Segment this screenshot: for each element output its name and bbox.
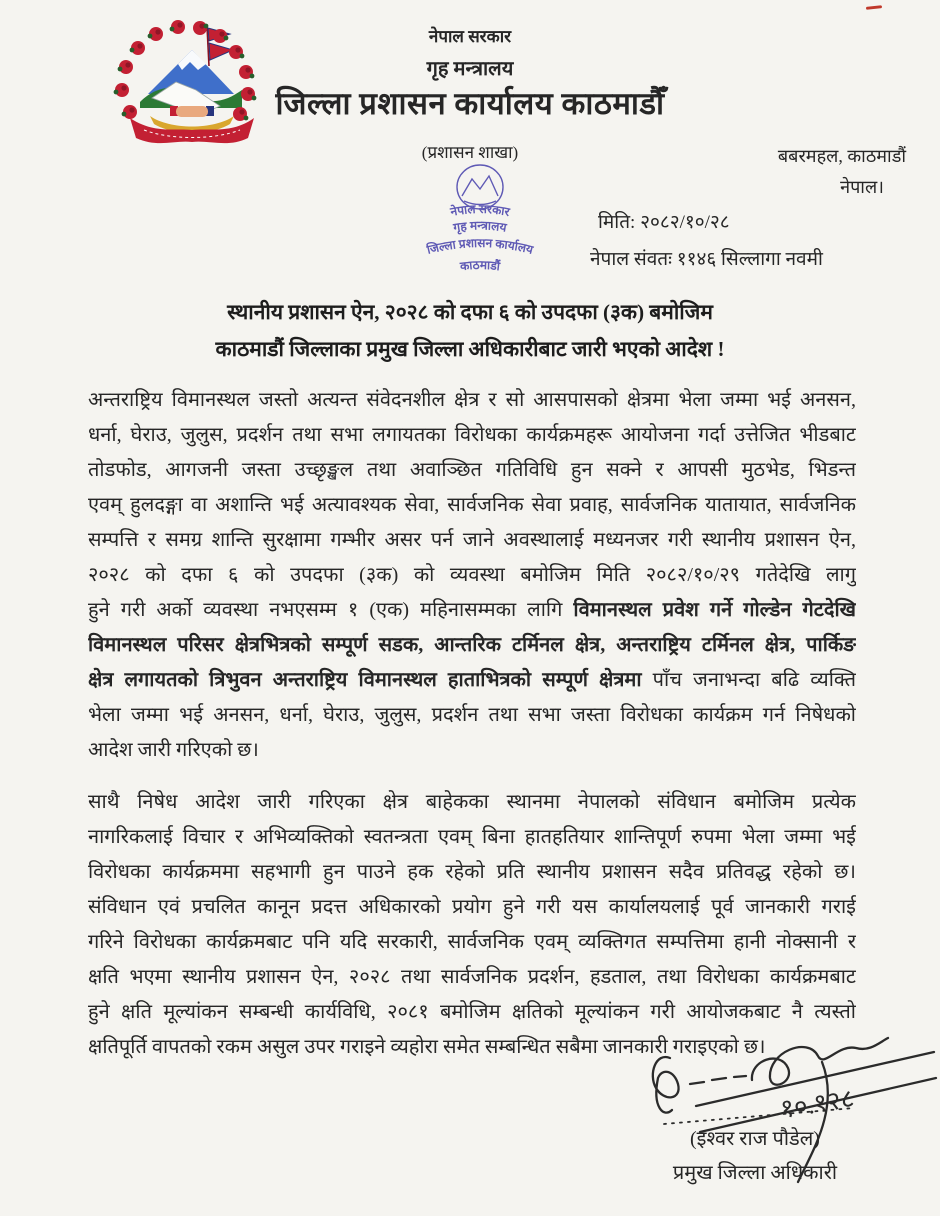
ministry-name: गृह मन्त्रालय (426, 58, 514, 80)
government-name: नेपाल सरकार (428, 27, 512, 46)
body-text: २०२८ को दफा ६ को उपदफा (३क) को व्यवस्था बमोजिम मिति २०८२/१०/२९ गतेदेखि लागु (88, 564, 856, 586)
paragraph (88, 383, 856, 768)
body-line (88, 558, 856, 593)
body-line (88, 995, 856, 1030)
paragraph (88, 785, 856, 1065)
body-line (88, 628, 856, 663)
body-text-bold: क्षेत्र लगायतको त्रिभुवन अन्तराष्ट्रिय विमानस्थल हाताभित्रको सम्पूर्ण क्षेत्रमा (88, 669, 642, 691)
office-stamp (410, 163, 550, 288)
stamp-line-4: काठमाडौं (459, 257, 501, 274)
body-line (88, 593, 856, 628)
body-line (88, 890, 856, 925)
scan-artifact-mark (866, 5, 882, 10)
signatory-title: प्रमुख जिल्ला अधिकारी (672, 1162, 838, 1184)
branch-name: (प्रशासन शाखा) (421, 143, 519, 162)
body-line (88, 820, 856, 855)
body-text: साथै निषेध आदेश जारी गरिएका क्षेत्र बाहेकका स्थानमा नेपालको संविधान बमोजिम प्रत्येक (88, 791, 856, 813)
body-text: हुने क्षति मूल्यांकन सम्बन्धी कार्यविधि, २०८१ बमोजिम क्षतिको मूल्यांकन गरी आयोजकबाट नै त्यस्तो (88, 1001, 856, 1023)
svg-text:नेपाल सरकार (448, 202, 512, 219)
stamp-line-1: नेपाल सरकार (449, 201, 511, 220)
stamp-line-2: गृह मन्त्रालय (452, 218, 508, 235)
body-line (88, 383, 856, 418)
signature-handwritten-digits: १०.१२८ (778, 1083, 857, 1124)
body-text: भेला जम्मा भई अनसन, धर्ना, घेराउ, जुलुस, प्रदर्शन तथा सभा जस्ता विरोधका कार्यक्रम गर्न निषेधको (88, 704, 856, 726)
body-text: क्षति भएमा स्थानीय प्रशासन ऐन, २०२८ तथा सार्वजनिक प्रदर्शन, हडताल, तथा विरोधका कार्यक्रमबाट (88, 966, 856, 988)
office-address (778, 141, 906, 203)
body-line (88, 1030, 856, 1065)
body-text: नागरिकलाई विचार र अभिव्यक्तिको स्वतन्त्रता एवम् बिना हातहतियार शान्तिपूर्ण रुपमा भेला जम्मा भई (88, 826, 856, 848)
body-text: अन्तराष्ट्रिय विमानस्थल जस्तो अत्यन्त संवेदनशील क्षेत्र र सो आसपासको क्षेत्रमा भेला जम्मा भई अनसन, (88, 389, 856, 411)
body-line (88, 733, 856, 768)
stamp-line-3: जिल्ला प्रशासन कार्यालय (425, 235, 535, 257)
date-line: मिति: २०८२/१०/२८ (598, 212, 730, 233)
body-line (88, 925, 856, 960)
body-text-bold: विमानस्थल प्रवेश गर्ने गोल्डेन गेटदेखि (573, 599, 856, 621)
body-line (88, 488, 856, 523)
office-name: जिल्ला प्रशासन कार्यालय काठमाडौँ (275, 86, 665, 121)
body-line (88, 418, 856, 453)
body-line (88, 960, 856, 995)
body-line (88, 663, 856, 698)
svg-text:गृह मन्त्रालय (451, 218, 508, 235)
title-line-1: स्थानीय प्रशासन ऐन, २०२८ को दफा ६ को उपदफा (३क) बमोजिम (227, 300, 713, 324)
body-text: विरोधका कार्यक्रममा सहभागी हुन पाउने हक रहेको प्रति स्थानीय प्रशासन सदैव प्रतिवद्ध रहेको छ। (88, 861, 856, 883)
nepal-sambat-line: नेपाल संवतः ११४६ सिल्लागा नवमी (590, 249, 823, 270)
body-line (88, 453, 856, 488)
body-text: हुने गरी अर्को व्यवस्था नभएसम्म १ (एक) महिनासम्मका लागि (88, 599, 574, 621)
body-text: आदेश जारी गरिएको छ। (88, 739, 259, 761)
body-text: सम्पत्ति र समग्र शान्ति सुरक्षामा गम्भीर असर पर्न जाने अवस्थालाई मध्यनजर गरी स्थानीय प्रशासन ऐन, (88, 529, 856, 551)
body-line (88, 698, 856, 733)
address-line-1: बबरमहल, काठमाडौं (777, 146, 906, 166)
body-line (88, 855, 856, 890)
body-text: धर्ना, घेराउ, जुलुस, प्रदर्शन तथा सभा लगायतका विरोधका कार्यक्रमहरू आयोजना गर्दा उत्तेजित भीडबाट (88, 424, 856, 446)
body-text: एवम् हुलदङ्गा वा अशान्ति भई अत्यावश्यक सेवा, सार्वजनिक सेवा प्रवाह, सार्वजनिक यातायात, सार्वजनिक (88, 494, 856, 516)
title-line-2: काठमाडौं जिल्लाका प्रमुख जिल्ला अधिकारीबाट जारी भएको आदेश ! (215, 337, 725, 361)
body-text-bold: विमानस्थल परिसर क्षेत्रभित्रको सम्पूर्ण सडक, आन्तरिक टर्मिनल क्षेत्र, अन्तराष्ट्रिय टर्मिनल क्षेत्र, पार्किङ (88, 634, 856, 656)
date-block (590, 204, 823, 278)
office-stamp-graphic (410, 163, 550, 288)
svg-text:काठमाडौं (458, 258, 501, 274)
body-text: संविधान एवं प्रचलित कानून प्रदत्त अधिकारको प्रयोग हुने गरी यस कार्यालयलाई पूर्व जानकारी गराई (88, 896, 856, 918)
body-text: तोडफोड, आगजनी जस्ता उच्छृङ्खल तथा अवाञ्छित गतिविधि हुन सक्ने र आपसी मुठभेड, भिडन्त (88, 459, 856, 481)
body-text: क्षतिपूर्ति वापतको रकम असुल उपर गराइने व्यहोरा समेत सम्बन्धित सबैमा जानकारी गराइएको छ। (88, 1036, 766, 1058)
signatory-name: (इश्वर राज पौडेल) (690, 1128, 820, 1150)
body-line (88, 785, 856, 820)
body-line (88, 523, 856, 558)
body-text: पाँच जनाभन्दा बढि व्यक्ति (641, 669, 856, 691)
document-title (70, 294, 870, 368)
body-paragraphs (88, 383, 856, 1065)
address-line-2: नेपाल। (840, 177, 884, 197)
svg-text:जिल्ला प्रशासन कार्यालय (425, 236, 536, 257)
body-text: गरिने विरोधका कार्यक्रमबाट पनि यदि सरकारी, सार्वजनिक एवम् व्यक्तिगत सम्पत्तिमा हानी नोक्सानी र (88, 931, 856, 953)
